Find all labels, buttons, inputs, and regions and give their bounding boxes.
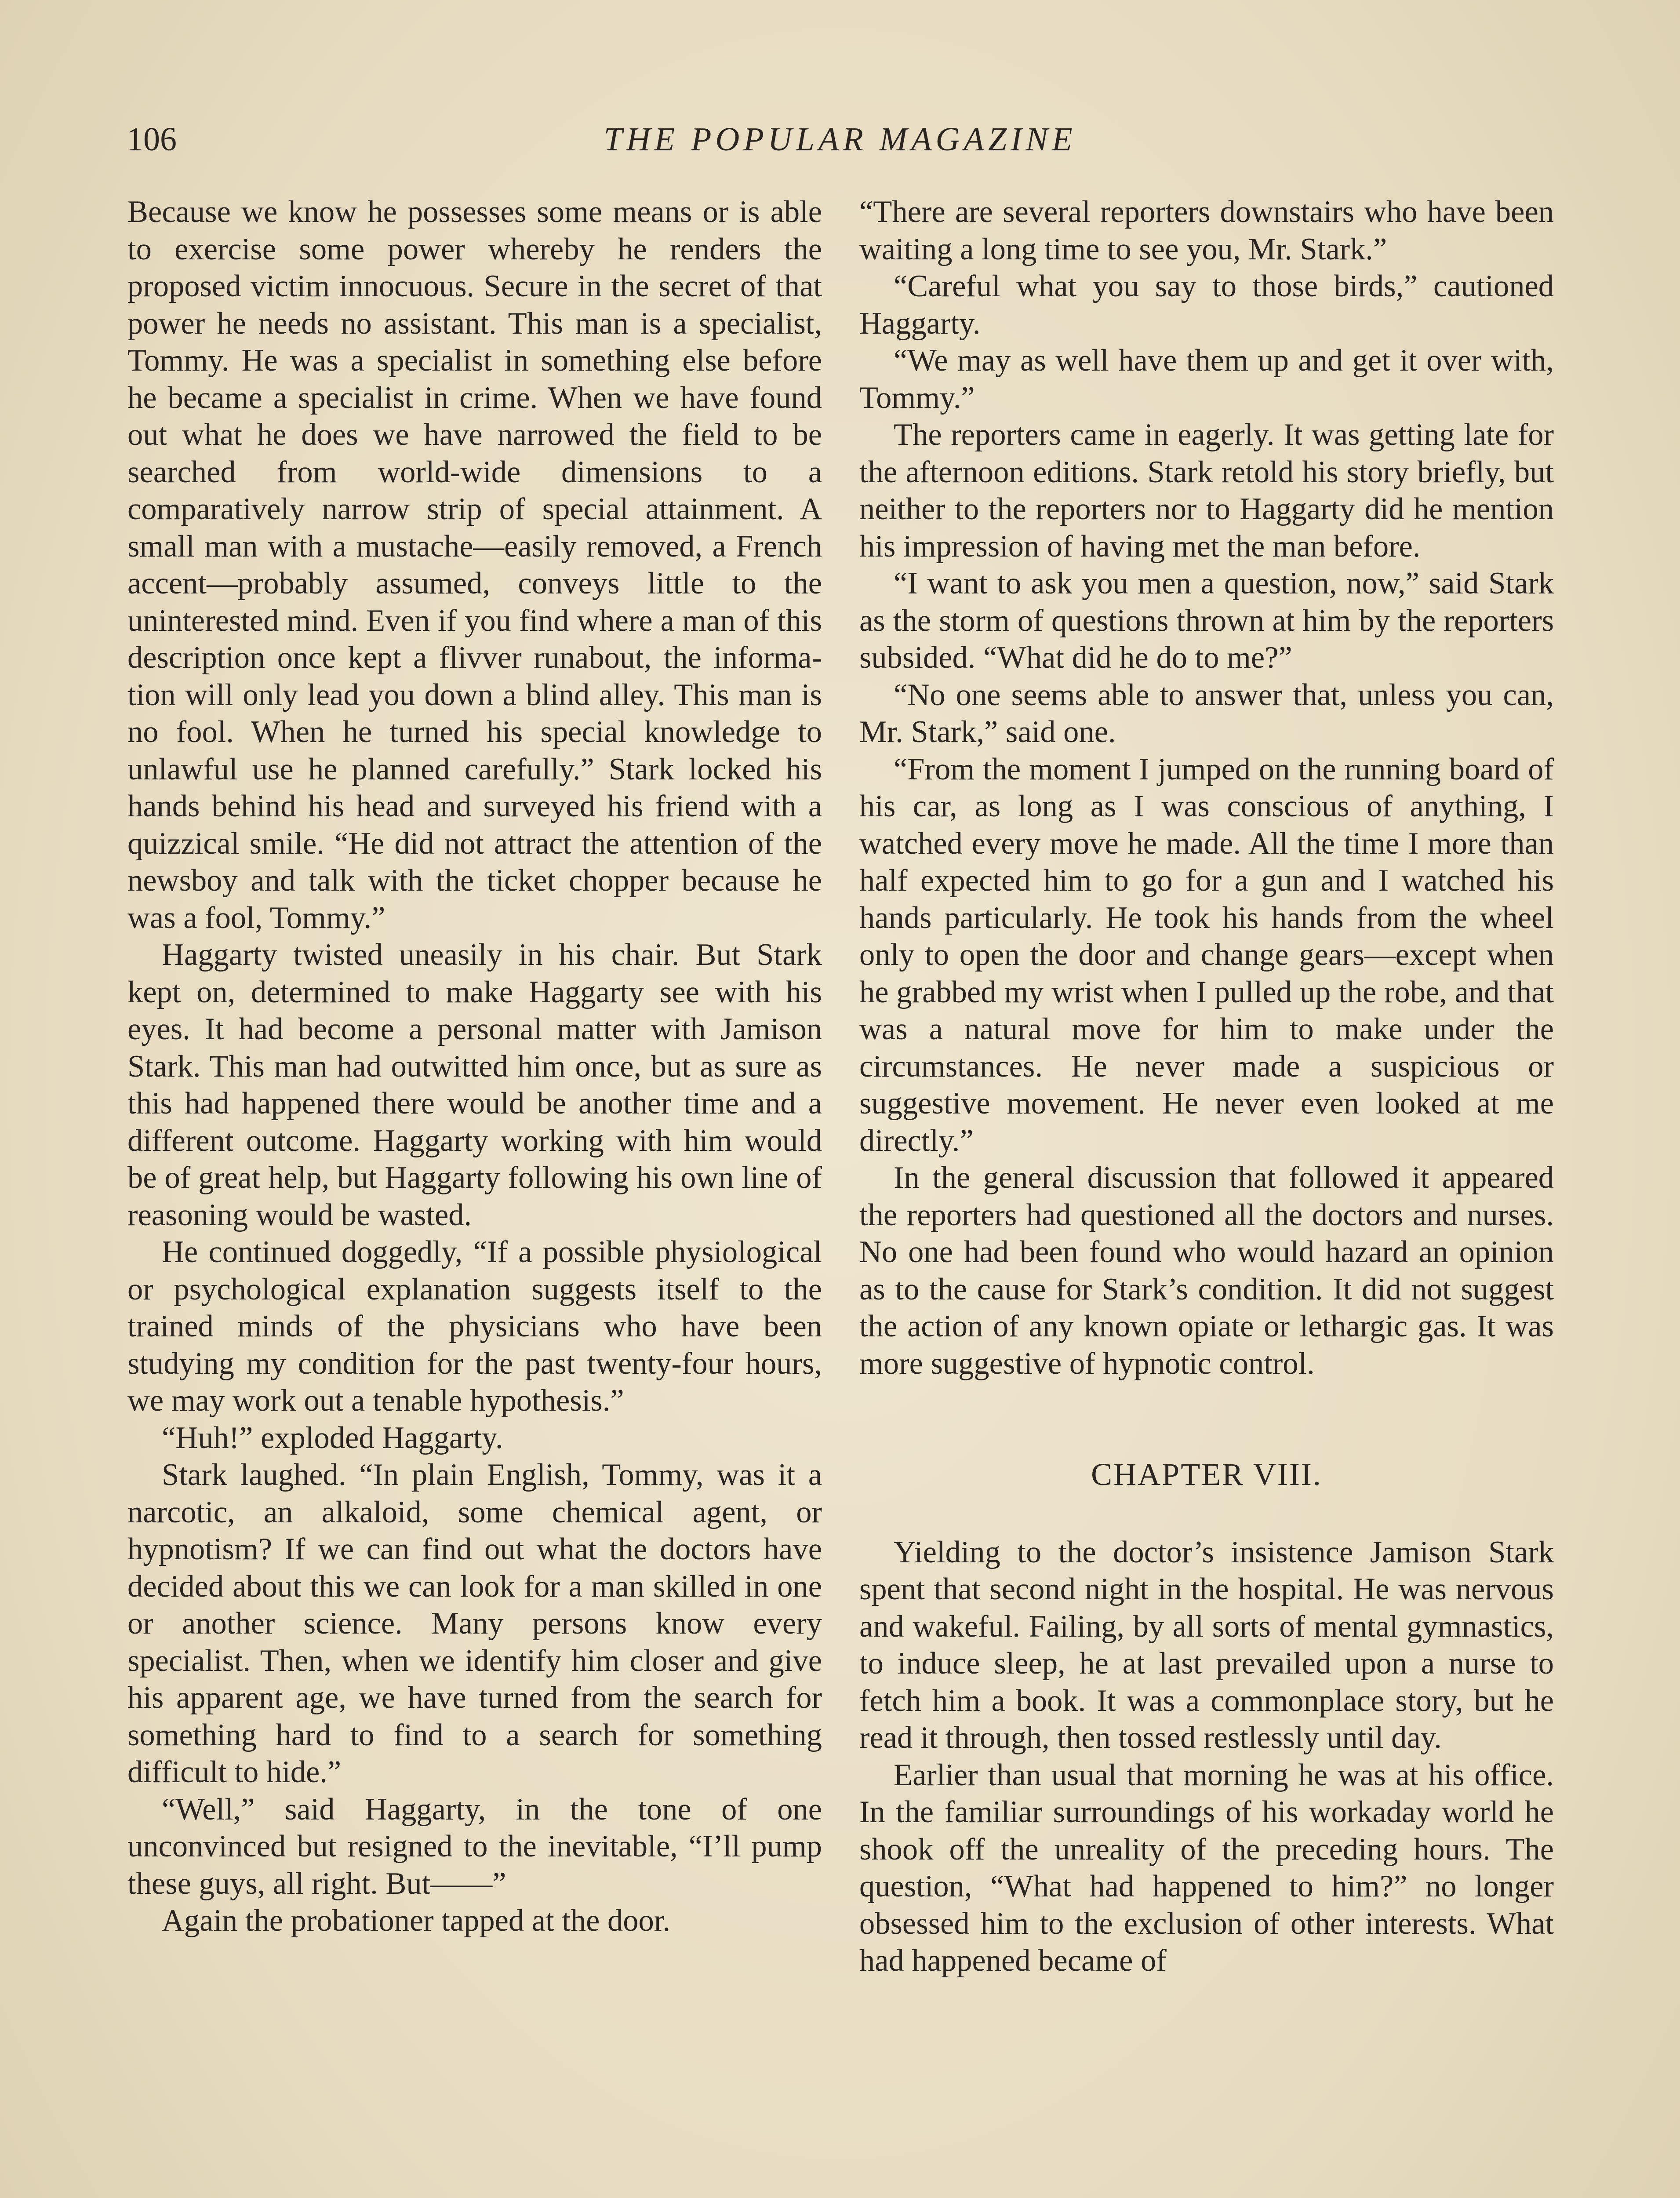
paragraph: “I want to ask you men a question, now,” said Stark as the storm of questions thrown at him by the reporters subsided. “What did he do to me?” [859, 566, 1554, 675]
paragraph: “From the moment I jumped on the running board of his car, as long as I was conscious of anything, I watched every move he made. All the time I more than half expected him to go for a gun and I watched his hands particularly. He took his hands from the wheel only to open the door and change gears—except when he grabbed my wrist when I pulled up the robe, and that was a natural move for him to make under the circumstances. He never made a suspicious or suggestive movement. He never even looked at me directly.” [859, 752, 1554, 1158]
paragraph: Yielding to the doctor’s insistence Jamison Stark spent that second night in the hospital. He was nervous and wakeful. Failing, by all sorts of mental gymnastics, to induce sleep, he at last prevailed upon a nurse to fetch him a book. It was a commonplace story, but he read it through, then tossed restlessly until day. [859, 1535, 1554, 1755]
paragraph: Because we know he possesses some means or is able to exercise some power whereby he renders the proposed victim innocuous. Secure in the secret of that power he needs no assistant. This man is a specialist, Tommy. He was a specialist in something else before he became a specialist in crime. When we have found out what he does we have narrowed the field to be searched from world-wide dimensions to a comparatively narrow strip of special attainment. A small man with a mustache—easily removed, a French accent—probably assumed, conveys little to the uninterested mind. Even if you find where a man of this description once kept a flivver runabout, the information will only lead you down a blind alley. This man is no fool. When he turned his special knowledge to unlawful use he planned carefully.” Stark locked his hands behind his head and surveyed his friend with a quizzical smile. “He did not attract the attention of the newsboy and talk with the ticket chopper because he was a fool, Tommy.” [127, 195, 822, 935]
paragraph: He continued doggedly, “If a possible physiological or psychological explanation suggests itself to the trained minds of the physicians who have been studying my condition for the past twenty-four hours, we may work out a tenable hypothesis.” [127, 1235, 822, 1418]
paragraph: “We may as well have them up and get it over with, Tommy.” [859, 343, 1554, 415]
paragraph: The reporters came in eagerly. It was getting late for the afternoon editions. Stark retold his story briefly, but neither to the reporters nor to Haggarty did he mention his impression of having met the man before. [859, 418, 1554, 564]
paragraph: “Huh!” exploded Haggarty. [162, 1420, 503, 1455]
paragraph: “Careful what you say to those birds,” cautioned Haggarty. [859, 269, 1554, 341]
paragraph: Stark laughed. “In plain English, Tommy, was it a narcotic, an alkaloid, some chemical agent, or hypnotism? If we can find out what the doctors have decided about this we can look for a man skilled in one or another science. Many persons know every specialist. Then, when we identify him closer and give his apparent age, we have turned from the search for something hard to find to a search for something difficult to hide.” [127, 1458, 822, 1789]
paragraph: “There are several reporters downstairs who have been waiting a long time to see you, Mr. Stark.” [859, 195, 1554, 266]
left-column [127, 193, 822, 1940]
chapter-heading: CHAPTER VIII. [1091, 1457, 1322, 1492]
paragraph: Earlier than usual that morning he was at his office. In the familiar surroundings of his workaday world he shook off the unreality of the preceding hours. The question, “What had happened to him?” no longer obsessed him to the exclusion of other interests. What had happened became of [859, 1758, 1554, 1978]
paragraph: In the general discussion that followed it appeared the reporters had questioned all the doctors and nurses. No one had been found who would hazard an opinion as to the cause for Stark’s condition. It did not suggest the action of any known opiate or lethargic gas. It was more suggestive of hypnotic control. [859, 1161, 1554, 1381]
paragraph: “No one seems able to answer that, unless you can, Mr. Stark,” said one. [859, 677, 1554, 749]
running-title: THE POPULAR MAGAZINE [604, 121, 1076, 158]
paragraph: “Well,” said Haggarty, in the tone of one unconvinced but resigned to the inevitable, “I’ll pump these guys, all right. But——” [127, 1792, 822, 1901]
right-column [859, 193, 1554, 1980]
paragraph: Haggarty twisted uneasily in his chair. But Stark kept on, determined to make Haggarty see with his eyes. It had become a personal matter with Jamison Stark. This man had outwitted him once, but as sure as this had happened there would be another time and a different outcome. Haggarty working with him would be of great help, but Haggarty following his own line of reasoning would be wasted. [127, 938, 822, 1232]
paragraph: Again the probationer tapped at the door. [162, 1903, 671, 1938]
page-number: 106 [127, 121, 177, 158]
page-header [0, 115, 1680, 164]
